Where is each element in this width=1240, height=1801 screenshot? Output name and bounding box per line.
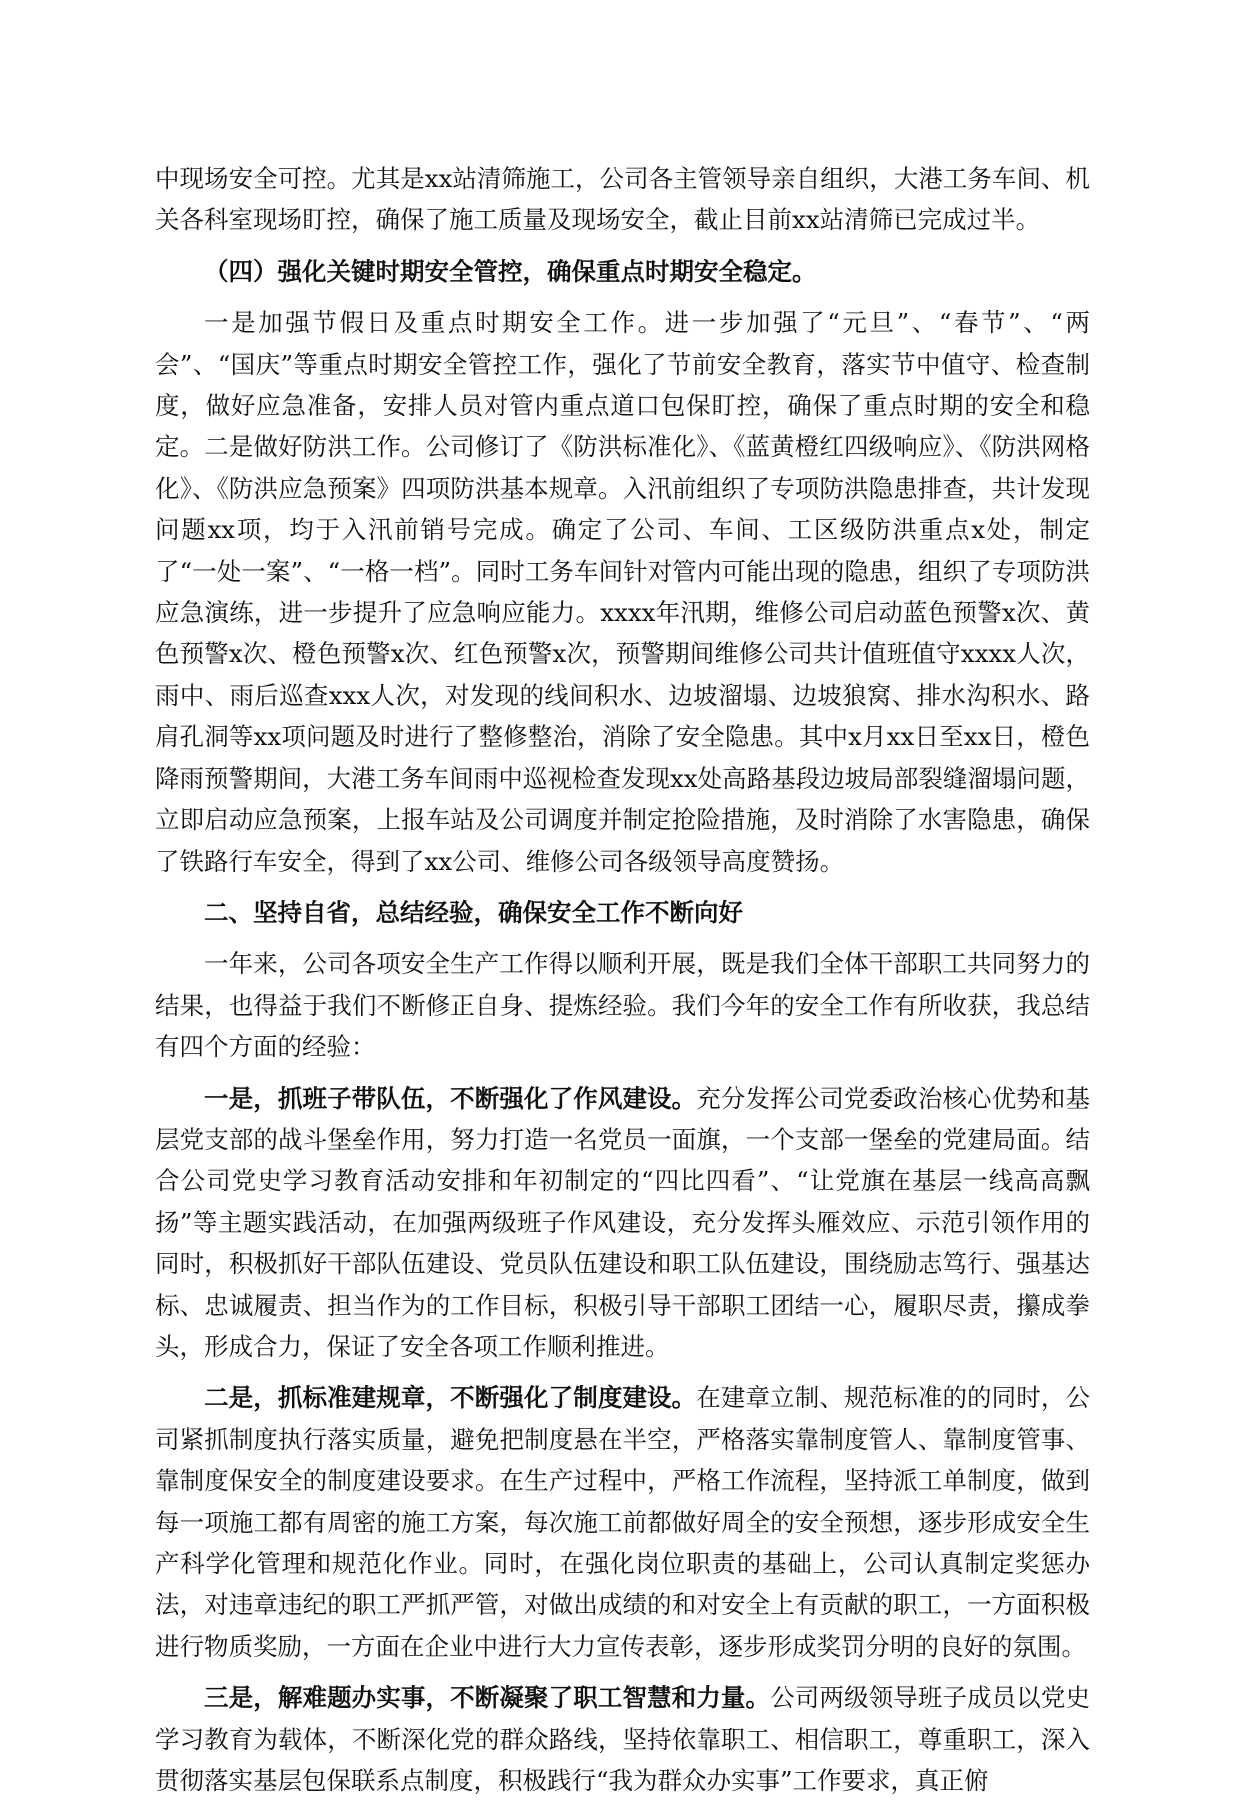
experience-2-lead: 二是，抓标准建规章，不断强化了制度建设。 bbox=[204, 1383, 697, 1413]
section-heading-4: （四）强化关键时期安全管控，确保重点时期安全稳定。 bbox=[204, 256, 817, 286]
paragraph-holiday-flood: 一是加强节假日及重点时期安全工作。进一步加强了“元旦”、“春节”、“两会”、“国庆”等重点时期安全管控工作，强化了节前安全教育，落实节中值守、检查制度，做好应急准备，安排人员对管内重点道口包保盯控，确保了重点时期的安全和稳定。二是做好防洪工作。公司修订了《防洪标准化》、《蓝黄橙红四级响应》、《防洪网格化》、《防洪应急预案》四项防洪基本规章。入汛前组织了专项防洪隐患排查，共计发现问题xx项，均于入汛前销号完成。确定了公司、车间、工区级防洪重点x处，制定了“一处一案”、“一格一档”。同时工务车间针对管内可能出现的隐患，组织了专项防洪应急演练，进一步提升了应急响应能力。xxxx年汛期，维修公司启动蓝色预警x次、黄色预警x次、橙色预警x次、红色预警x次，预警期间维修公司共计值班值守xxxx人次，雨中、雨后巡查xxx人次，对发现的线间积水、边坡溜塌、边坡狼窝、排水沟积水、路肩孔洞等xx项问题及时进行了整修整治，消除了安全隐患。其中x月xx日至xx日，橙色降雨预警期间，大港工务车间雨中巡视检查发现xx处高路基段边坡局部裂缝溜塌问题，立即启动应急预案，上报车站及公司调度并制定抢险措施，及时消除了水害隐患，确保了铁路行车安全，得到了xx公司、维修公司各级领导高度赞扬。 bbox=[155, 308, 1090, 876]
paragraph-experience-2 bbox=[155, 1377, 1090, 1667]
experience-1-body: 充分发挥公司党委政治核心优势和基层党支部的战斗堡垒作用，努力打造一名党员一面旗，一个支部一堡垒的党建局面。结合公司党史学习教育活动安排和年初制定的“四比四看”、“让党旗在基层一线高高飘扬”等主题实践活动，在加强两级班子作风建设，充分发挥头雁效应、示范引领作用的同时，积极抓好干部队伍建设、党员队伍建设和职工队伍建设，围绕励志笃行、强基达标、忠诚履责、担当作为的工作目标，积极引导干部职工团结一心，履职尽责，攥成拳头，形成合力，保证了安全各项工作顺利推进。 bbox=[155, 1083, 1091, 1361]
experience-1-lead: 一是，抓班子带队伍，不断强化了作风建设。 bbox=[204, 1083, 697, 1113]
section-heading-2: 二、坚持自省，总结经验，确保安全工作不断向好 bbox=[204, 897, 743, 927]
experience-2-body: 在建章立制、规范标准的的同时，公司紧抓制度执行落实质量，避免把制度悬在半空，严格落实靠制度管人、靠制度管事、靠制度保安全的制度建设要求。在生产过程中，严格工作流程，坚持派工单制度，做到每一项施工都有周密的施工方案，每次施工前都做好周全的安全预想，逐步形成安全生产科学化管理和规范化作业。同时，在强化岗位职责的基础上，公司认真制定奖惩办法，对违章违纪的职工严抓严管，对做出成绩的和对安全上有贡献的职工，一方面积极进行物质奖励，一方面在企业中进行大力宣传表彰，逐步形成奖罚分明的良好的氛围。 bbox=[155, 1383, 1091, 1661]
paragraph-experience-3 bbox=[155, 1677, 1090, 1801]
paragraph-experience-1 bbox=[155, 1078, 1090, 1368]
experience-3-body: 公司两级领导班子成员以党史学习教育为载体，不断深化党的群众路线，坚持依靠职工、相信职工，尊重职工，深入贯彻落实基层包保联系点制度，积极践行“我为群众办实事”工作要求，真正俯 bbox=[155, 1683, 1091, 1796]
experience-3-lead: 三是，解难题办实事，不断凝聚了职工智慧和力量。 bbox=[204, 1683, 771, 1713]
paragraph-continued: 中现场安全可控。尤其是xx站清筛施工，公司各主管领导亲自组织，大港工务车间、机关各科室现场盯控，确保了施工质量及现场安全，截止目前xx站清筛已完成过半。 bbox=[155, 164, 1090, 235]
paragraph-summary-intro: 一年来，公司各项安全生产工作得以顺利开展，既是我们全体干部职工共同努力的结果，也得益于我们不断修正自身、提炼经验。我们今年的安全工作有所收获，我总结有四个方面的经验： bbox=[155, 949, 1090, 1062]
